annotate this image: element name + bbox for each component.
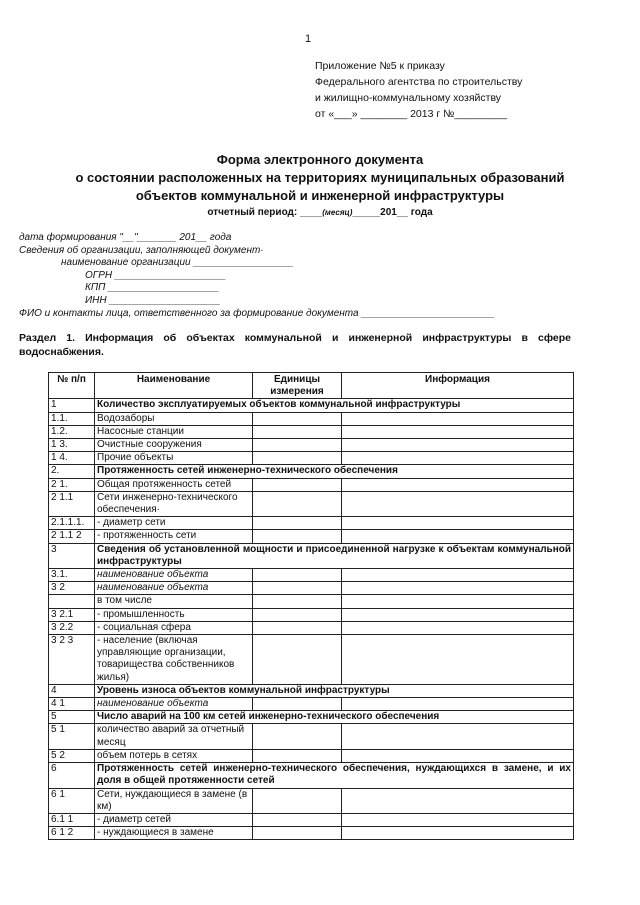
header-unit: Единицы измерения xyxy=(253,373,342,399)
row-name: в том числе xyxy=(95,595,253,608)
row-name: Протяженность сетей инженерно-технического обеспечения xyxy=(95,465,574,478)
row-number: 5 xyxy=(49,711,95,724)
row-number: 3 2.1 xyxy=(49,608,95,621)
row-info-cell xyxy=(342,724,574,749)
row-name: количество аварий за отчетный месяц xyxy=(95,724,253,749)
row-unit-cell xyxy=(253,517,342,530)
row-unit-cell xyxy=(253,412,342,425)
water-supply-table xyxy=(48,372,574,840)
row-number: 1.2. xyxy=(49,425,95,438)
table-row xyxy=(49,698,574,711)
row-name: - промышленность xyxy=(95,608,253,621)
table-row xyxy=(49,439,574,452)
table-row xyxy=(49,412,574,425)
row-number: 6 1 xyxy=(49,788,95,813)
row-number: 2 1.1 xyxy=(49,491,95,516)
table-row xyxy=(49,530,574,543)
row-number: 1 3. xyxy=(49,439,95,452)
inn-line: ИНН ____________________ xyxy=(85,294,221,306)
row-number: 6 1 2 xyxy=(49,827,95,840)
row-info-cell xyxy=(342,530,574,543)
row-info-cell xyxy=(342,749,574,762)
row-name: Прочие объекты xyxy=(95,452,253,465)
org-name-line: наименование организации __________________ xyxy=(61,257,294,269)
row-unit-cell xyxy=(253,827,342,840)
row-name: Общая протяженность сетей xyxy=(95,478,253,491)
row-info-cell xyxy=(342,491,574,516)
table-row xyxy=(49,465,574,478)
row-unit-cell xyxy=(253,621,342,634)
table-row xyxy=(49,827,574,840)
row-name: Уровень износа объектов коммунальной инфраструктуры xyxy=(95,684,574,697)
row-number: 1 xyxy=(49,399,95,412)
document-title xyxy=(0,151,640,221)
row-name: - нуждающиеся в замене xyxy=(95,827,253,840)
row-unit-cell xyxy=(253,569,342,582)
period-month: (месяц) xyxy=(322,208,353,217)
row-number: 3.1. xyxy=(49,569,95,582)
row-name: Водозаборы xyxy=(95,412,253,425)
row-number xyxy=(49,595,95,608)
table-row xyxy=(49,425,574,438)
table-row xyxy=(49,491,574,516)
row-unit-cell xyxy=(253,439,342,452)
appendix-line-1: Приложение №5 к приказу xyxy=(315,60,445,72)
row-unit-cell xyxy=(253,582,342,595)
row-info-cell xyxy=(342,698,574,711)
row-info-cell xyxy=(342,827,574,840)
row-name: Количество эксплуатируемых объектов коммунальной инфраструктуры xyxy=(95,399,574,412)
appendix-block xyxy=(315,58,522,122)
table-row xyxy=(49,595,574,608)
row-number: 3 2.2 xyxy=(49,621,95,634)
table-row xyxy=(49,763,574,788)
table-row xyxy=(49,813,574,826)
row-info-cell xyxy=(342,813,574,826)
section-title: Раздел 1. Информация об объектах коммунальной и инженерной инфраструктуры в сфере водоснабжения. xyxy=(19,332,571,358)
row-name: Очистные сооружения xyxy=(95,439,253,452)
row-number: 1 4. xyxy=(49,452,95,465)
row-unit-cell xyxy=(253,788,342,813)
row-info-cell xyxy=(342,452,574,465)
table-row xyxy=(49,724,574,749)
row-number: 3 2 xyxy=(49,582,95,595)
row-name: Число аварий на 100 км сетей инженерно-технического обеспечения xyxy=(95,711,574,724)
row-info-cell xyxy=(342,788,574,813)
table-row xyxy=(49,711,574,724)
row-number: 4 xyxy=(49,684,95,697)
row-name: Сети инженерно-технического обеспечения· xyxy=(95,491,253,516)
row-name: Сведения об установленной мощности и присоединенной нагрузке к объектам коммунальной инфраструктуры xyxy=(95,543,574,568)
header-info: Информация xyxy=(342,373,574,399)
row-unit-cell xyxy=(253,813,342,826)
row-number: 3 2 3 xyxy=(49,635,95,685)
row-info-cell xyxy=(342,478,574,491)
row-name: - диаметр сетей xyxy=(95,813,253,826)
row-info-cell xyxy=(342,412,574,425)
table-row xyxy=(49,543,574,568)
title-line-1: Форма электронного документа xyxy=(216,152,424,167)
row-unit-cell xyxy=(253,478,342,491)
table-row xyxy=(49,452,574,465)
row-info-cell xyxy=(342,439,574,452)
row-info-cell xyxy=(342,621,574,634)
period-prefix: отчетный период: ____ xyxy=(207,207,323,218)
kpp-line: КПП ____________________ xyxy=(85,282,220,294)
row-info-cell xyxy=(342,569,574,582)
responsible-line: ФИО и контакты лица, ответственного за формирование документа ________________________ xyxy=(19,307,495,319)
table-row xyxy=(49,608,574,621)
row-name: объем потерь в сетях xyxy=(95,749,253,762)
row-info-cell xyxy=(342,608,574,621)
row-name: Протяженность сетей инженерно-технического обеспечения, нуждающихся в замене, и их доля в общей протяженности сетей xyxy=(95,763,574,788)
appendix-line-2: Федерального агентства по строительству xyxy=(315,76,523,88)
row-number: 2 1.1 2 xyxy=(49,530,95,543)
row-unit-cell xyxy=(253,635,342,685)
row-name: наименование объекта xyxy=(95,569,253,582)
row-name: - население (включая управляющие организации, товарищества собственников жилья) xyxy=(95,635,253,685)
table-row xyxy=(49,517,574,530)
row-number: 5 2 xyxy=(49,749,95,762)
row-name: Сети, нуждающиеся в замене (в км) xyxy=(95,788,253,813)
table-row xyxy=(49,621,574,634)
title-line-3: объектов коммунальной и инженерной инфраструктуры xyxy=(135,188,505,203)
row-unit-cell xyxy=(253,698,342,711)
row-number: 2. xyxy=(49,465,95,478)
table-row xyxy=(49,788,574,813)
appendix-line-4: от «___» ________ 2013 г №_________ xyxy=(315,108,507,120)
header-num: № п/п xyxy=(49,373,95,399)
row-info-cell xyxy=(342,517,574,530)
appendix-line-3: и жилищно-коммунальному хозяйству xyxy=(315,92,502,104)
row-number: 6.1 1 xyxy=(49,813,95,826)
table-row xyxy=(49,582,574,595)
row-unit-cell xyxy=(253,749,342,762)
row-number: 2.1.1.1. xyxy=(49,517,95,530)
table-row xyxy=(49,399,574,412)
row-info-cell xyxy=(342,635,574,685)
period-suffix: _____201__ года xyxy=(352,207,433,218)
row-unit-cell xyxy=(253,452,342,465)
title-line-2: о состоянии расположенных на территориях муниципальных образований xyxy=(75,170,565,185)
row-unit-cell xyxy=(253,595,342,608)
row-number: 2 1. xyxy=(49,478,95,491)
row-info-cell xyxy=(342,425,574,438)
ogrn-line: ОГРН ____________________ xyxy=(85,269,227,281)
row-name: наименование объекта xyxy=(95,698,253,711)
row-number: 5 1 xyxy=(49,724,95,749)
row-number: 6 xyxy=(49,763,95,788)
row-unit-cell xyxy=(253,724,342,749)
row-name: - протяженность сети xyxy=(95,530,253,543)
table-row xyxy=(49,635,574,685)
table-row xyxy=(49,569,574,582)
row-name: - социальная сфера xyxy=(95,621,253,634)
table-row xyxy=(49,749,574,762)
row-number: 3 xyxy=(49,543,95,568)
document-meta xyxy=(19,232,495,320)
reporting-period xyxy=(0,205,640,221)
row-info-cell xyxy=(342,595,574,608)
row-name: Насосные станции xyxy=(95,425,253,438)
table-body xyxy=(49,399,574,840)
org-info-line: Сведения об организации, заполняющей документ· xyxy=(19,244,264,256)
row-unit-cell xyxy=(253,491,342,516)
row-number: 4 1 xyxy=(49,698,95,711)
row-name: наименование объекта xyxy=(95,582,253,595)
table-row xyxy=(49,684,574,697)
row-number: 1.1. xyxy=(49,412,95,425)
row-name: - диаметр сети xyxy=(95,517,253,530)
row-info-cell xyxy=(342,582,574,595)
row-unit-cell xyxy=(253,425,342,438)
row-unit-cell xyxy=(253,608,342,621)
row-unit-cell xyxy=(253,530,342,543)
table-row xyxy=(49,478,574,491)
date-line: дата формирования "__"_______ 201__ года xyxy=(19,232,232,243)
page-number: 1 xyxy=(305,33,312,45)
header-name: Наименование xyxy=(95,373,253,399)
table-header-row xyxy=(49,373,574,399)
